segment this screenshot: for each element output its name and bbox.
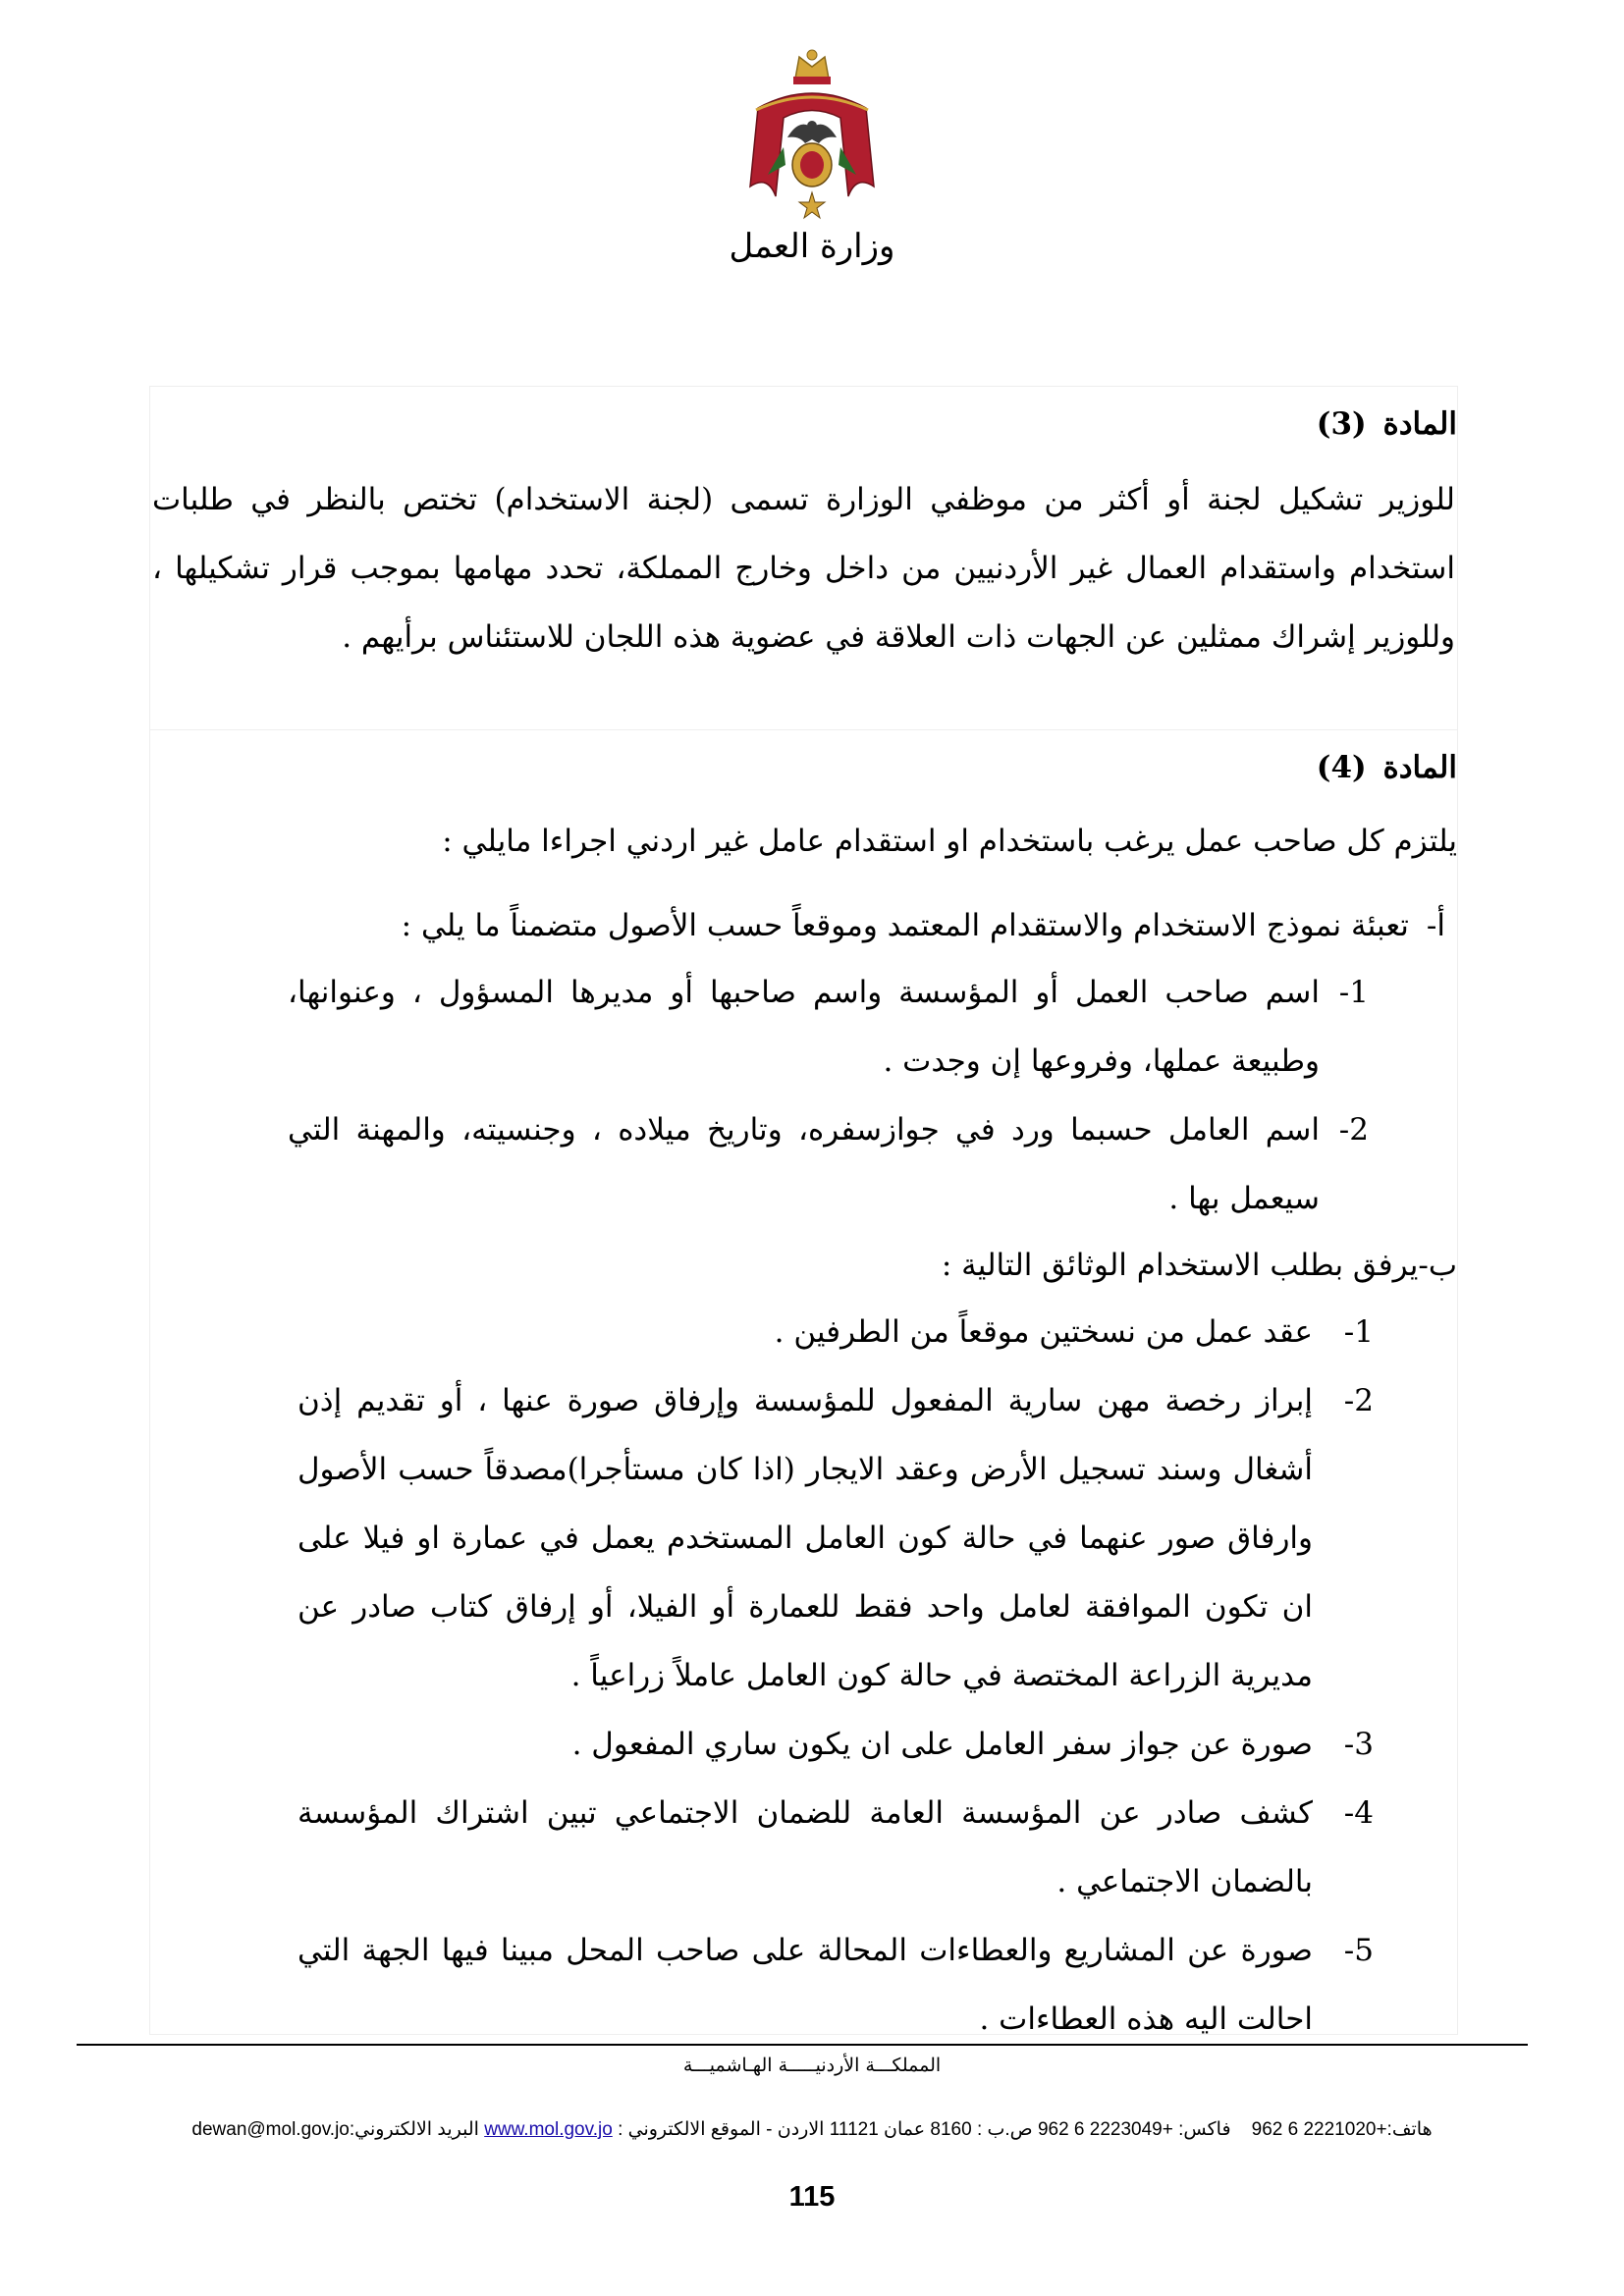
item-text: صورة عن المشاريع والعطاءات المحالة على صاحب المحل مبينا فيها الجهة التي احالت اليه هذه العطاءات . <box>298 1933 1313 2038</box>
item-number: 4- <box>1343 1795 1374 1832</box>
article-3-cell <box>150 387 1457 730</box>
email-address[interactable]: dewan@mol.gov.jo <box>191 2119 350 2140</box>
jordan-royal-crest-icon <box>738 49 886 221</box>
website-link[interactable]: www.mol.gov.jo <box>484 2119 613 2140</box>
item-number: 3- <box>1343 1727 1374 1763</box>
fax-label: فاكس: + <box>1162 2119 1231 2140</box>
ministry-name: وزارة العمل <box>729 227 895 266</box>
item-number: 1- <box>1338 975 1369 1011</box>
item-text: اسم العامل حسبما ورد في جوازسفره، وتاريخ ميلاده ، وجنسيته، والمهنة التي سيعمل بها . <box>288 1112 1320 1217</box>
po-box: ص.ب : 8160 عمان 11121 الاردن - الموقع الالكتروني : <box>618 2119 1033 2140</box>
list-item <box>298 1298 1374 1366</box>
phone-label: هاتف:+ <box>1376 2119 1433 2140</box>
article-3-heading <box>150 395 1457 444</box>
footer-kingdom: المملكـــة الأردنيـــــة الهـاشميـــة <box>682 2055 942 2076</box>
phone-number: 962 6 2221020 <box>1251 2119 1377 2140</box>
article-number: (3) <box>1316 406 1367 442</box>
article-number: (4) <box>1316 750 1367 785</box>
list-item <box>288 958 1369 1095</box>
item-number: 2- <box>1343 1383 1374 1419</box>
item-text: كشف صادر عن المؤسسة العامة للضمان الاجتماعي تبين اشتراك المؤسسة بالضمان الاجتماعي . <box>298 1795 1313 1900</box>
list-item <box>298 1779 1374 1916</box>
article-label: المادة <box>1382 750 1457 785</box>
article-4-cell <box>150 730 1457 2054</box>
section-a-heading <box>150 893 1445 958</box>
email-label: البريد الالكتروني: <box>349 2119 479 2140</box>
section-b-heading: ب-يرفق بطلب الاستخدام الوثائق التالية : <box>941 1248 1457 1284</box>
item-number: 2- <box>1338 1112 1369 1148</box>
list-item <box>298 1366 1374 1710</box>
article-4-heading <box>150 738 1457 787</box>
footer-contact <box>0 2118 1624 2141</box>
section-a-list <box>288 958 1369 1233</box>
list-item <box>298 1710 1374 1779</box>
footer-divider <box>77 2044 1528 2046</box>
list-item <box>298 1916 1374 2054</box>
article-3-text: للوزير تشكيل لجنة أو أكثر من موظفي الوزارة تسمى (لجنة الاستخدام) تختص بالنظر في طلبات استخدام واستقدام العمال غير الأردنيين من داخل وخارج المملكة، تحدد مهامها بموجب قرار تشكيلها ، وللوزير إشراك ممثلين عن الجهات ذات العلاقة في عضوية هذه اللجان للاستئناس برأيهم . <box>152 482 1455 656</box>
page-header <box>0 49 1624 266</box>
item-number: 5- <box>1343 1933 1374 1969</box>
item-text: إبراز رخصة مهن سارية المفعول للمؤسسة وإرفاق صورة عنها ، أو تقديم إذن أشغال وسند تسجيل الأرض وعقد الايجار (اذا كان مستأجرا)مصدقاً حسب الأصول وارفاق صور عنهما في حالة كون العامل المستخدم يعمل في عمارة او فيلا على ان تكون الموافقة لعامل واحد فقط للعمارة أو الفيلا، أو إرفاق كتاب صادر عن مديرية الزراعة المختصة في حالة كون العامل عاملاً زراعياً . <box>298 1383 1313 1694</box>
section-a-text: تعبئة نموذج الاستخدام والاستقدام المعتمد وموقعاً حسب الأصول متضمناً ما يلي : <box>401 908 1409 944</box>
item-number: 1- <box>1343 1314 1374 1351</box>
section-b-list <box>298 1298 1374 2054</box>
articles-table <box>149 386 1458 2038</box>
list-item <box>288 1095 1369 1233</box>
item-text: صورة عن جواز سفر العامل على ان يكون ساري المفعول . <box>571 1727 1313 1763</box>
item-text: عقد عمل من نسختين موقعاً من الطرفين . <box>774 1314 1313 1351</box>
item-text: اسم صاحب العمل أو المؤسسة واسم صاحبها أو مديرها المسؤول ، وعنوانها، وطبيعة عملها، وفروعها إن وجدت . <box>288 975 1320 1080</box>
page-number: 115 <box>788 2181 836 2213</box>
article-4-intro: يلتزم كل صاحب عمل يرغب باستخدام او استقدام عامل غير اردني اجراءا مايلي : <box>442 824 1457 860</box>
section-a-letter: أ- <box>1426 908 1445 944</box>
fax-number: 962 6 2223049 <box>1037 2119 1163 2140</box>
article-label: المادة <box>1382 406 1457 442</box>
